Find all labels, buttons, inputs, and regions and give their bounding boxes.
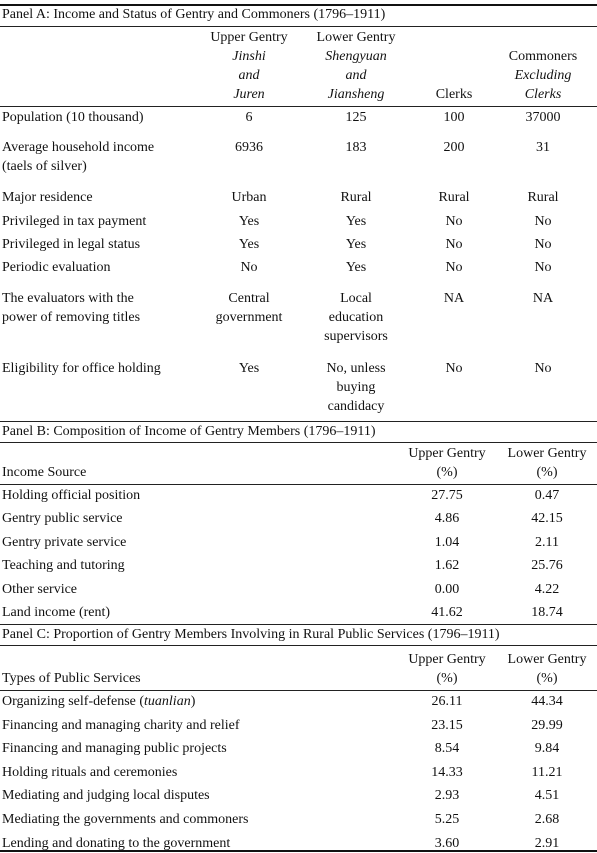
panel-b-title: Panel B: Composition of Income of Gentry Members (1796–1911) (2, 424, 376, 439)
table-cell-lower: 25.76 (531, 558, 563, 574)
table-cell-lower: 2.91 (534, 835, 560, 851)
row-label (2, 763, 177, 782)
column-subtitle: Shengyuan (325, 49, 387, 64)
table-cell-lower: 44.34 (531, 694, 563, 709)
table-cell: NA (532, 291, 554, 306)
table-cell: Central (228, 291, 270, 306)
table-cell: 31 (536, 140, 550, 155)
row-label: Population (10 thousand) (2, 110, 144, 125)
table-cell-lower: 18.74 (531, 605, 563, 620)
table-cell: No (534, 361, 552, 376)
row-label (2, 580, 77, 599)
table-cell: education (328, 310, 384, 325)
table-cell: Urban (231, 190, 267, 205)
table-cell: Yes (345, 214, 367, 229)
row-label (2, 786, 210, 805)
row-label-text: Teaching and tutoring (2, 558, 125, 574)
column-name: Clerks (435, 87, 473, 102)
column-header-lower: Lower Gentry (507, 446, 587, 461)
table-cell: 200 (443, 140, 465, 155)
column-header-lower: Lower Gentry (507, 652, 587, 667)
table-cell-lower: 4.22 (534, 581, 560, 597)
column-subtitle: Clerks (524, 87, 562, 102)
row-label (2, 739, 227, 758)
table-cell: No (445, 361, 463, 376)
table-cell-upper: 5.25 (434, 812, 460, 827)
table-cell-upper: 1.62 (434, 558, 460, 574)
table-cell: supervisors (324, 329, 388, 344)
header-label: Income Source (2, 465, 87, 480)
row-label: Periodic evaluation (2, 260, 111, 275)
table-cell-upper: 14.33 (431, 764, 463, 780)
table-cell: buying (336, 380, 376, 395)
table-cell-lower: 4.51 (534, 788, 560, 804)
table-cell: Rural (527, 190, 559, 205)
table-cell-upper: 27.75 (431, 488, 463, 503)
row-label-text: Land income (rent) (2, 605, 111, 620)
table-cell: No (240, 260, 258, 275)
table-cell: No (445, 260, 463, 275)
panel-a-rule (0, 26, 597, 27)
row-label: Average household income (2, 140, 155, 155)
row-label (2, 810, 249, 829)
table-cell: 100 (443, 110, 465, 125)
row-label: Eligibility for office holding (2, 361, 161, 376)
table-cell: 6 (245, 110, 253, 125)
column-subtitle: Excluding (514, 68, 572, 83)
table-cell-lower: 9.84 (534, 741, 560, 757)
table-cell: 37000 (525, 110, 561, 125)
column-header-lower: (%) (536, 671, 558, 686)
table-cell: government (215, 310, 283, 325)
table-cell-upper: 26.11 (431, 694, 463, 709)
panel-a-col-header (301, 28, 411, 104)
row-label-text: Organizing self-defense ( (2, 694, 145, 709)
row-label-text: Holding rituals and ceremonies (2, 764, 178, 780)
table-cell: 183 (345, 140, 367, 155)
table-cell: 6936 (235, 140, 263, 155)
panel-a-header-rule (0, 106, 597, 107)
column-header-upper: (%) (436, 671, 458, 686)
column-name: Lower Gentry (316, 30, 396, 45)
table-cell-upper: 23.15 (431, 717, 463, 733)
row-label: Privileged in tax payment (2, 214, 147, 229)
column-subtitle: Jinshi (232, 49, 266, 64)
panel-a-col-header (194, 28, 304, 104)
row-label-text: Mediating and judging local disputes (2, 788, 210, 804)
panel-c-rule (0, 645, 597, 646)
row-label-text: Gentry public service (2, 511, 123, 527)
table-cell: 125 (345, 110, 367, 125)
row-label (2, 556, 125, 575)
row-label-italic: tuanlian (144, 694, 191, 709)
table-cell: Yes (345, 237, 367, 252)
table-cell: candidacy (327, 399, 385, 414)
table-cell: No, unless (326, 361, 386, 376)
table-cell: NA (443, 291, 465, 306)
panel-a-col-header (493, 47, 593, 104)
table-cell: No (534, 214, 552, 229)
table-cell-upper: 3.60 (434, 835, 460, 851)
row-label: Major residence (2, 190, 93, 205)
table-cell: No (445, 237, 463, 252)
column-header-lower: (%) (536, 465, 558, 480)
table-cell: Yes (345, 260, 367, 275)
row-label-text: Holding official position (2, 488, 141, 503)
bottom-rule (0, 850, 597, 852)
panel-a-title: Panel A: Income and Status of Gentry and Commoners (1796–1911) (2, 7, 386, 22)
row-label (2, 692, 195, 711)
row-label-text: Financing and managing public projects (2, 741, 227, 757)
row-label: The evaluators with the (2, 291, 134, 306)
row-label-end: ) (190, 694, 196, 709)
row-label (2, 533, 126, 552)
column-header-upper: Upper Gentry (408, 446, 486, 461)
row-label (2, 509, 123, 528)
table-cell: Rural (438, 190, 470, 205)
column-subtitle: and (238, 68, 260, 83)
row-label-text: Mediating the governments and commoners (2, 812, 249, 827)
table-cell-upper: 0.00 (434, 581, 460, 597)
column-subtitle: Jiansheng (327, 87, 385, 102)
table-cell: Yes (238, 361, 260, 376)
table-cell-upper: 4.86 (434, 511, 460, 527)
row-label-text: Other service (2, 581, 78, 597)
row-label: power of removing titles (2, 310, 141, 325)
table-cell-upper: 8.54 (434, 741, 460, 757)
column-header-upper: (%) (436, 465, 458, 480)
table-cell: Local (340, 291, 372, 306)
table-cell-upper: 41.62 (431, 605, 463, 620)
row-label (2, 716, 240, 735)
table-cell-lower: 11.21 (531, 764, 563, 780)
table-cell-lower: 2.11 (535, 534, 559, 550)
table-cell: Rural (340, 190, 372, 205)
row-label-text: Lending and donating to the government (2, 835, 231, 851)
table-cell-lower: 42.15 (531, 511, 563, 527)
header-label: Types of Public Services (2, 671, 141, 686)
table-cell: Yes (238, 214, 260, 229)
panel-c-title: Panel C: Proportion of Gentry Members Involving in Rural Public Services (1796–1911) (2, 627, 500, 642)
column-name: Upper Gentry (210, 30, 288, 45)
table-cell-upper: 1.04 (434, 534, 460, 550)
table-cell-lower: 0.47 (534, 488, 560, 503)
table-cell-lower: 2.68 (534, 812, 560, 827)
table-cell-lower: 29.99 (531, 717, 563, 733)
panel-b-rule (0, 442, 597, 443)
table-cell-upper: 2.93 (434, 788, 460, 804)
row-label (2, 486, 140, 505)
column-subtitle: Juren (233, 87, 265, 102)
row-label: (taels of silver) (2, 159, 87, 174)
row-label (2, 603, 110, 622)
table-cell: Yes (238, 237, 260, 252)
table-cell: No (534, 237, 552, 252)
row-label: Privileged in legal status (2, 237, 141, 252)
column-name: Commoners (508, 49, 578, 64)
panel-a-col-header (414, 85, 494, 104)
row-label-text: Financing and managing charity and relief (2, 717, 240, 733)
header-rule (0, 484, 597, 485)
column-header-upper: Upper Gentry (408, 652, 486, 667)
column-subtitle: and (345, 68, 367, 83)
table-cell: No (445, 214, 463, 229)
table-cell: No (534, 260, 552, 275)
header-rule (0, 690, 597, 691)
row-label-text: Gentry private service (2, 534, 127, 550)
